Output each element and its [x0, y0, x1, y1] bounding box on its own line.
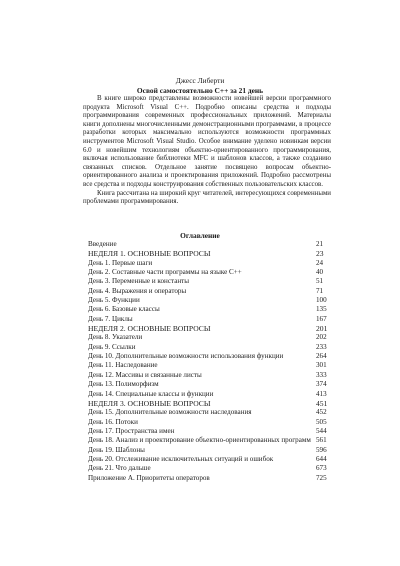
toc-entry-row: [88, 436, 340, 445]
toc-entry-title: День 2. Составные части программы на языке С++: [88, 268, 242, 277]
table-of-contents: [88, 240, 340, 483]
toc-entry-page: 201: [316, 324, 328, 334]
toc-entry-title: День 14. Специальные классы и функции: [88, 389, 214, 398]
toc-entry-title: День 18. Анализ и проектирование объектно-ориентированных программ: [88, 436, 311, 445]
toc-entry-title: День 19. Шаблоны: [88, 445, 145, 454]
toc-entry-row: [88, 305, 340, 314]
toc-entry-page: 374: [316, 380, 327, 389]
toc-entry-title: День 21. Что дальше: [88, 464, 151, 473]
toc-entry-row: [88, 474, 340, 483]
toc-entry-page: 596: [316, 445, 327, 454]
toc-entry-page: 452: [316, 408, 327, 417]
toc-entry-title: День 10. Дополнительные возможности использования функции: [88, 352, 284, 361]
toc-entry-title: НЕДЕЛЯ 1. ОСНОВНЫЕ ВОПРОСЫ: [88, 249, 211, 259]
toc-entry-row: [88, 371, 340, 380]
toc-heading: Оглавление: [180, 231, 220, 240]
toc-entry-title: День 13. Полиморфизм: [88, 380, 159, 389]
toc-entry-page: 505: [316, 417, 327, 426]
toc-entry-page: 202: [316, 333, 327, 342]
toc-entry-page: 51: [316, 277, 324, 286]
toc-entry-row: [88, 315, 340, 324]
toc-entry-row: [88, 240, 340, 249]
toc-entry-title: День 12. Массивы и связанные листы: [88, 370, 202, 379]
toc-entry-page: 301: [316, 361, 327, 370]
toc-entry-title: День 15. Дополнительные возможности наследования: [88, 408, 252, 417]
toc-entry-title: День 16. Потоки: [88, 417, 138, 426]
toc-entry-title: НЕДЕЛЯ 2. ОСНОВНЫЕ ВОПРОСЫ: [88, 324, 211, 334]
toc-entry-title: День 6. Базовые классы: [88, 305, 160, 314]
toc-entry-title: Приложение А. Приоритеты операторов: [88, 473, 210, 482]
book-title: Освой самостоятельно С++ за 21 день: [136, 86, 264, 95]
toc-entry-row: [88, 343, 340, 352]
toc-entry-page: 673: [316, 464, 327, 473]
toc-entry-title: День 3. Переменные и константы: [88, 277, 190, 286]
toc-entry-row: [88, 361, 340, 370]
toc-entry-title: День 7. Циклы: [88, 314, 133, 323]
author-name: Джесс Либерти: [175, 76, 225, 85]
toc-part-row: [88, 249, 340, 258]
toc-entry-page: 544: [316, 426, 327, 435]
toc-entry-row: [88, 380, 340, 389]
toc-entry-title: НЕДЕЛЯ 3. ОСНОВНЫЕ ВОПРОСЫ: [88, 398, 211, 408]
toc-entry-page: 264: [316, 352, 327, 361]
toc-entry-row: [88, 268, 340, 277]
toc-entry-row: [88, 333, 340, 342]
toc-entry-page: 100: [316, 296, 327, 305]
toc-entry-page: 21: [316, 240, 324, 248]
toc-entry-page: 451: [316, 398, 328, 408]
toc-entry-row: [88, 427, 340, 436]
toc-entry-row: [88, 287, 340, 296]
toc-entry-row: [88, 259, 340, 268]
toc-entry-page: 413: [316, 389, 327, 398]
toc-entry-page: 725: [316, 473, 327, 482]
toc-part-row: [88, 399, 340, 408]
toc-entry-page: 23: [316, 249, 324, 259]
toc-entry-row: [88, 418, 340, 427]
toc-entry-row: [88, 390, 340, 399]
toc-entry-title: День 4. Выражения и операторы: [88, 286, 187, 295]
toc-entry-title: Введение: [88, 240, 117, 248]
toc-entry-page: 561: [316, 436, 327, 445]
toc-part-row: [88, 324, 340, 333]
toc-entry-row: [88, 446, 340, 455]
toc-entry-title: День 17. Пространства имен: [88, 426, 175, 435]
toc-entry-title: День 5. Функции: [88, 296, 140, 305]
toc-entry-page: 40: [316, 268, 324, 277]
toc-entry-row: [88, 277, 340, 286]
toc-entry-row: [88, 455, 340, 464]
book-annotation: [83, 95, 331, 207]
toc-entry-row: [88, 464, 340, 473]
toc-entry-title: День 1. Первые шаги: [88, 258, 153, 267]
toc-entry-title: День 9. Ссылки: [88, 342, 136, 351]
toc-entry-page: 644: [316, 454, 327, 463]
toc-entry-page: 135: [316, 305, 327, 314]
toc-entry-page: 71: [316, 286, 324, 295]
toc-entry-page: 233: [316, 342, 327, 351]
toc-entry-row: [88, 352, 340, 361]
toc-entry-row: [88, 296, 340, 305]
toc-entry-page: 167: [316, 314, 327, 323]
toc-entry-page: 24: [316, 258, 324, 267]
annotation-paragraph: Книга рассчитана на широкий круг читателей, интересующихся современными проблемами программирования.: [83, 189, 331, 206]
toc-entry-row: [88, 408, 340, 417]
toc-entry-title: День 20. Отслеживание исключительных ситуаций и ошибок: [88, 454, 274, 463]
annotation-paragraph: В книге широко представлены возможности новейшей версии программного продукта Microsoft Visual C++. Подробно описаны средства и подходы программирования современных профессиональных приложений. Материалы книги дополнены многочисленными демонстрационными программами, в процессе разработки которых максимально используются возможности программных инструментов Microsoft Visual Studio. Особое внимание уделено новинкам версии 6.0 и новейшим технологиям объектно-ориентированного программирования, включая использование библиотеки MFC и шаблонов классов, а также созданию связанных списков. Отдельное занятие посвящено вопросам объектно-ориентированного анализа и проектирования приложений. Подробно рассмотрены все средства и подходы конструирования собственных пользовательских классов.: [83, 95, 331, 188]
toc-entry-title: День 8. Указатели: [88, 333, 143, 342]
toc-entry-title: День 11. Наследование: [88, 361, 158, 370]
toc-entry-page: 333: [316, 370, 327, 379]
